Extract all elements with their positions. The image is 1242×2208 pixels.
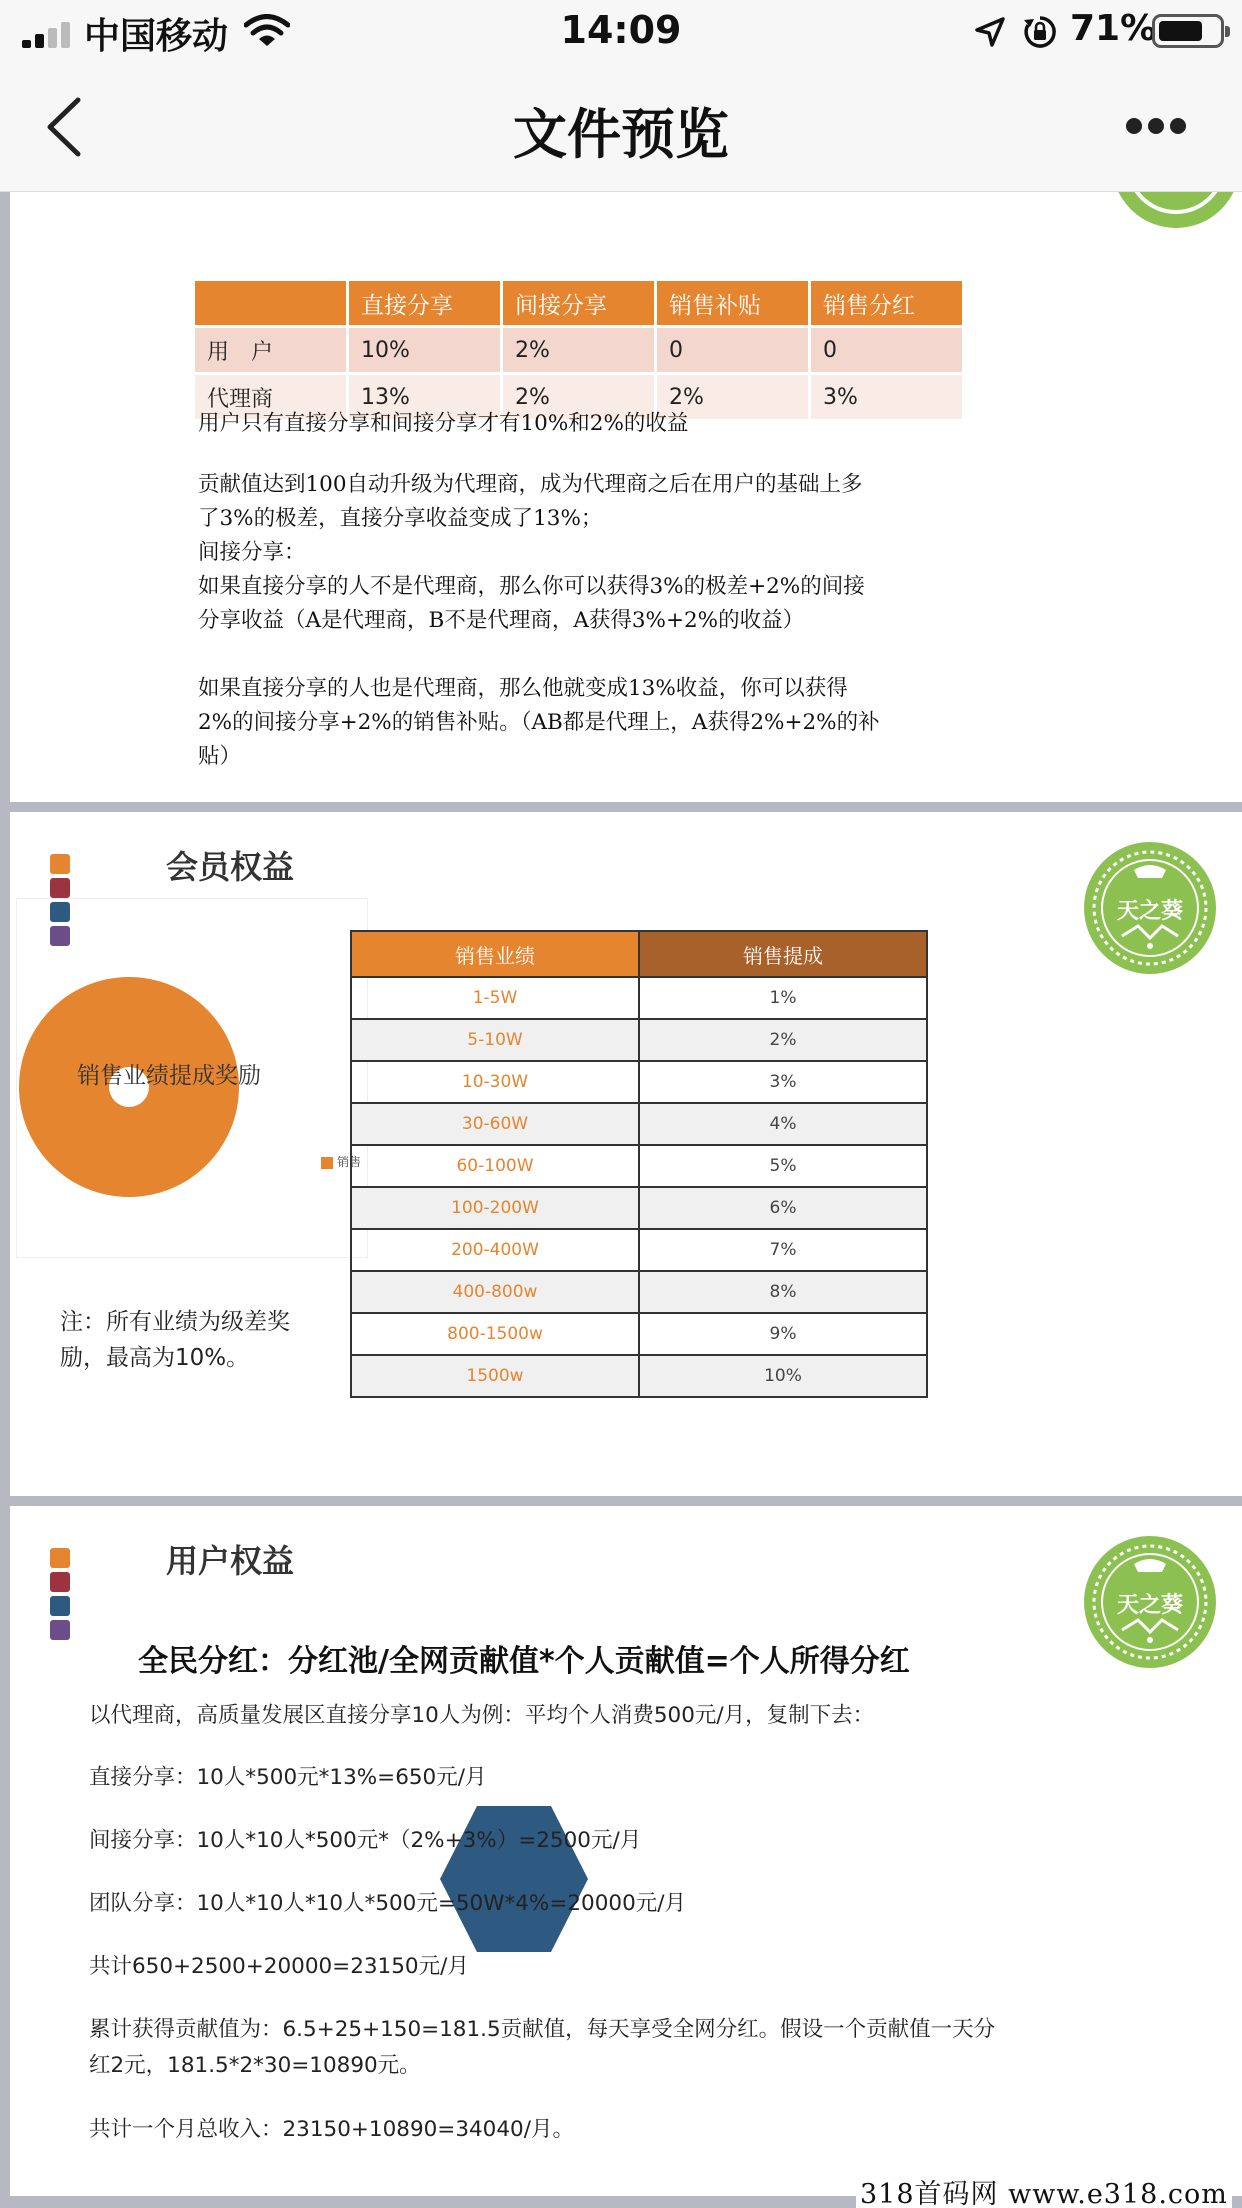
slide-3 — [10, 1506, 1242, 2196]
table-cell: 2% — [503, 328, 654, 372]
more-options-icon[interactable] — [1126, 118, 1186, 138]
table-row — [351, 1061, 927, 1103]
table-row — [351, 1313, 927, 1355]
sales-range-cell: 60-100W — [351, 1145, 639, 1187]
sales-range-cell: 100-200W — [351, 1187, 639, 1229]
table-row — [351, 1229, 927, 1271]
status-time: 14:09 — [560, 8, 682, 52]
carrier-name: 中国移动 — [84, 16, 229, 57]
page-title: 文件预览 — [513, 103, 729, 166]
section-title: 会员权益 — [166, 848, 295, 886]
battery-icon — [1152, 14, 1224, 48]
sales-range-cell: 1500w — [351, 1355, 639, 1397]
sales-range-cell: 30-60W — [351, 1103, 639, 1145]
slide-1 — [10, 192, 1242, 802]
table-cell: 2% — [657, 375, 808, 419]
commission-cell: 6% — [639, 1187, 927, 1229]
commission-cell: 5% — [639, 1145, 927, 1187]
section-title: 用户权益 — [166, 1542, 295, 1580]
table-corner — [195, 281, 346, 325]
paragraph: 用户只有直接分享和间接分享才有10%和2%的收益 — [198, 411, 689, 436]
legend-swatch — [321, 1157, 333, 1169]
header-sales-commission: 销售提成 — [639, 931, 927, 977]
commission-cell: 10% — [639, 1355, 927, 1397]
text-line: 红2元，181.5*2*30=10890元。 — [89, 2053, 421, 2078]
table-cell: 0 — [657, 328, 808, 372]
battery-level — [1159, 21, 1202, 41]
commission-cell: 4% — [639, 1103, 927, 1145]
nav-bar — [0, 62, 1242, 192]
header-indirect-share: 间接分享 — [503, 281, 654, 325]
note-text: 注：所有业绩为级差奖励，最高为10%。 — [60, 1309, 290, 1371]
table-row — [351, 1019, 927, 1061]
paragraph: 如果直接分享的人也是代理商，那么他就变成13%收益，你可以获得 2%的间接分享+2%的销售补贴。（AB都是代理上，A获得2%+2%的补 贴） — [198, 676, 880, 769]
commission-table — [192, 278, 965, 422]
sales-range-cell: 10-30W — [351, 1061, 639, 1103]
table-row — [351, 1103, 927, 1145]
sales-range-cell: 5-10W — [351, 1019, 639, 1061]
header-sales-dividend: 销售分红 — [811, 281, 962, 325]
text-line: 以代理商，高质量发展区直接分享10人为例：平均个人消费500元/月，复制下去： — [89, 1703, 875, 1728]
dividend-formula-title: 全民分红：分红池/全网贡献值*个人贡献值=个人所得分红 — [138, 1644, 910, 1679]
header-sales-subsidy: 销售补贴 — [657, 281, 808, 325]
slide-2 — [10, 812, 1242, 1496]
table-cell: 0 — [811, 328, 962, 372]
table-row — [351, 1187, 927, 1229]
commission-cell: 9% — [639, 1313, 927, 1355]
text-line: 间接分享：10人*10人*500元*（2%+3%）=2500元/月 — [89, 1828, 642, 1853]
decorative-squares-icon — [50, 1548, 74, 1644]
seal-text: 天之葵 — [1116, 1593, 1184, 1618]
table-row — [351, 1355, 927, 1397]
text-line: 直接分享：10人*500元*13%=650元/月 — [89, 1765, 487, 1790]
sales-range-cell: 400-800w — [351, 1271, 639, 1313]
chart-title: 销售业绩提成奖励 — [77, 1063, 261, 1089]
sales-commission-table — [350, 930, 928, 1398]
table-row — [195, 328, 962, 372]
sales-range-cell: 800-1500w — [351, 1313, 639, 1355]
chart-area — [16, 898, 368, 1258]
paragraph: 贡献值达到100自动升级为代理商，成为代理商之后在用户的基础上多 了3%的极差，直接分享收益变成了13%； 间接分享： 如果直接分享的人不是代理商，那么你可以获得3%的极差+2%的间接 分享收益（A是代理商，B不是代理商，A获得3%+2%的收益） — [198, 472, 865, 633]
table-row — [351, 977, 927, 1019]
commission-cell: 8% — [639, 1271, 927, 1313]
seal-logo — [1082, 840, 1218, 976]
watermark-text: 318首码网 www.e318.com — [856, 2172, 1232, 2208]
battery-percent: 71% — [1070, 8, 1157, 49]
header-direct-share: 直接分享 — [349, 281, 500, 325]
commission-cell: 1% — [639, 977, 927, 1019]
commission-cell: 7% — [639, 1229, 927, 1271]
location-arrow-icon — [974, 16, 1006, 48]
table-cell: 13% — [349, 375, 500, 419]
sales-range-cell: 1-5W — [351, 977, 639, 1019]
table-cell: 2% — [503, 375, 654, 419]
header-sales-performance: 销售业绩 — [351, 931, 639, 977]
table-cell: 10% — [349, 328, 500, 372]
commission-cell: 3% — [639, 1061, 927, 1103]
row-label: 代理商 — [195, 375, 346, 419]
seal-logo-partial — [1108, 192, 1242, 232]
seal-logo — [1082, 1534, 1218, 1670]
text-line: 共计一个月总收入：23150+10890=34040/月。 — [89, 2117, 574, 2142]
seal-text: 天之葵 — [1116, 899, 1184, 924]
text-line: 团队分享：10人*10人*10人*500元=50W*4%=20000元/月 — [89, 1891, 687, 1916]
table-row — [351, 1271, 927, 1313]
row-label: 用 户 — [195, 328, 346, 372]
text-line: 共计650+2500+20000=23150元/月 — [89, 1954, 469, 1979]
status-bar — [0, 0, 1242, 62]
sales-range-cell: 200-400W — [351, 1229, 639, 1271]
legend-label: 销售 — [337, 1155, 362, 1169]
text-line: 累计获得贡献值为：6.5+25+150=181.5贡献值，每天享受全网分红。假设一个贡献值一天分 — [89, 2017, 996, 2042]
commission-cell: 2% — [639, 1019, 927, 1061]
table-row — [351, 1145, 927, 1187]
rotation-lock-icon — [1022, 14, 1058, 50]
table-cell: 3% — [811, 375, 962, 419]
